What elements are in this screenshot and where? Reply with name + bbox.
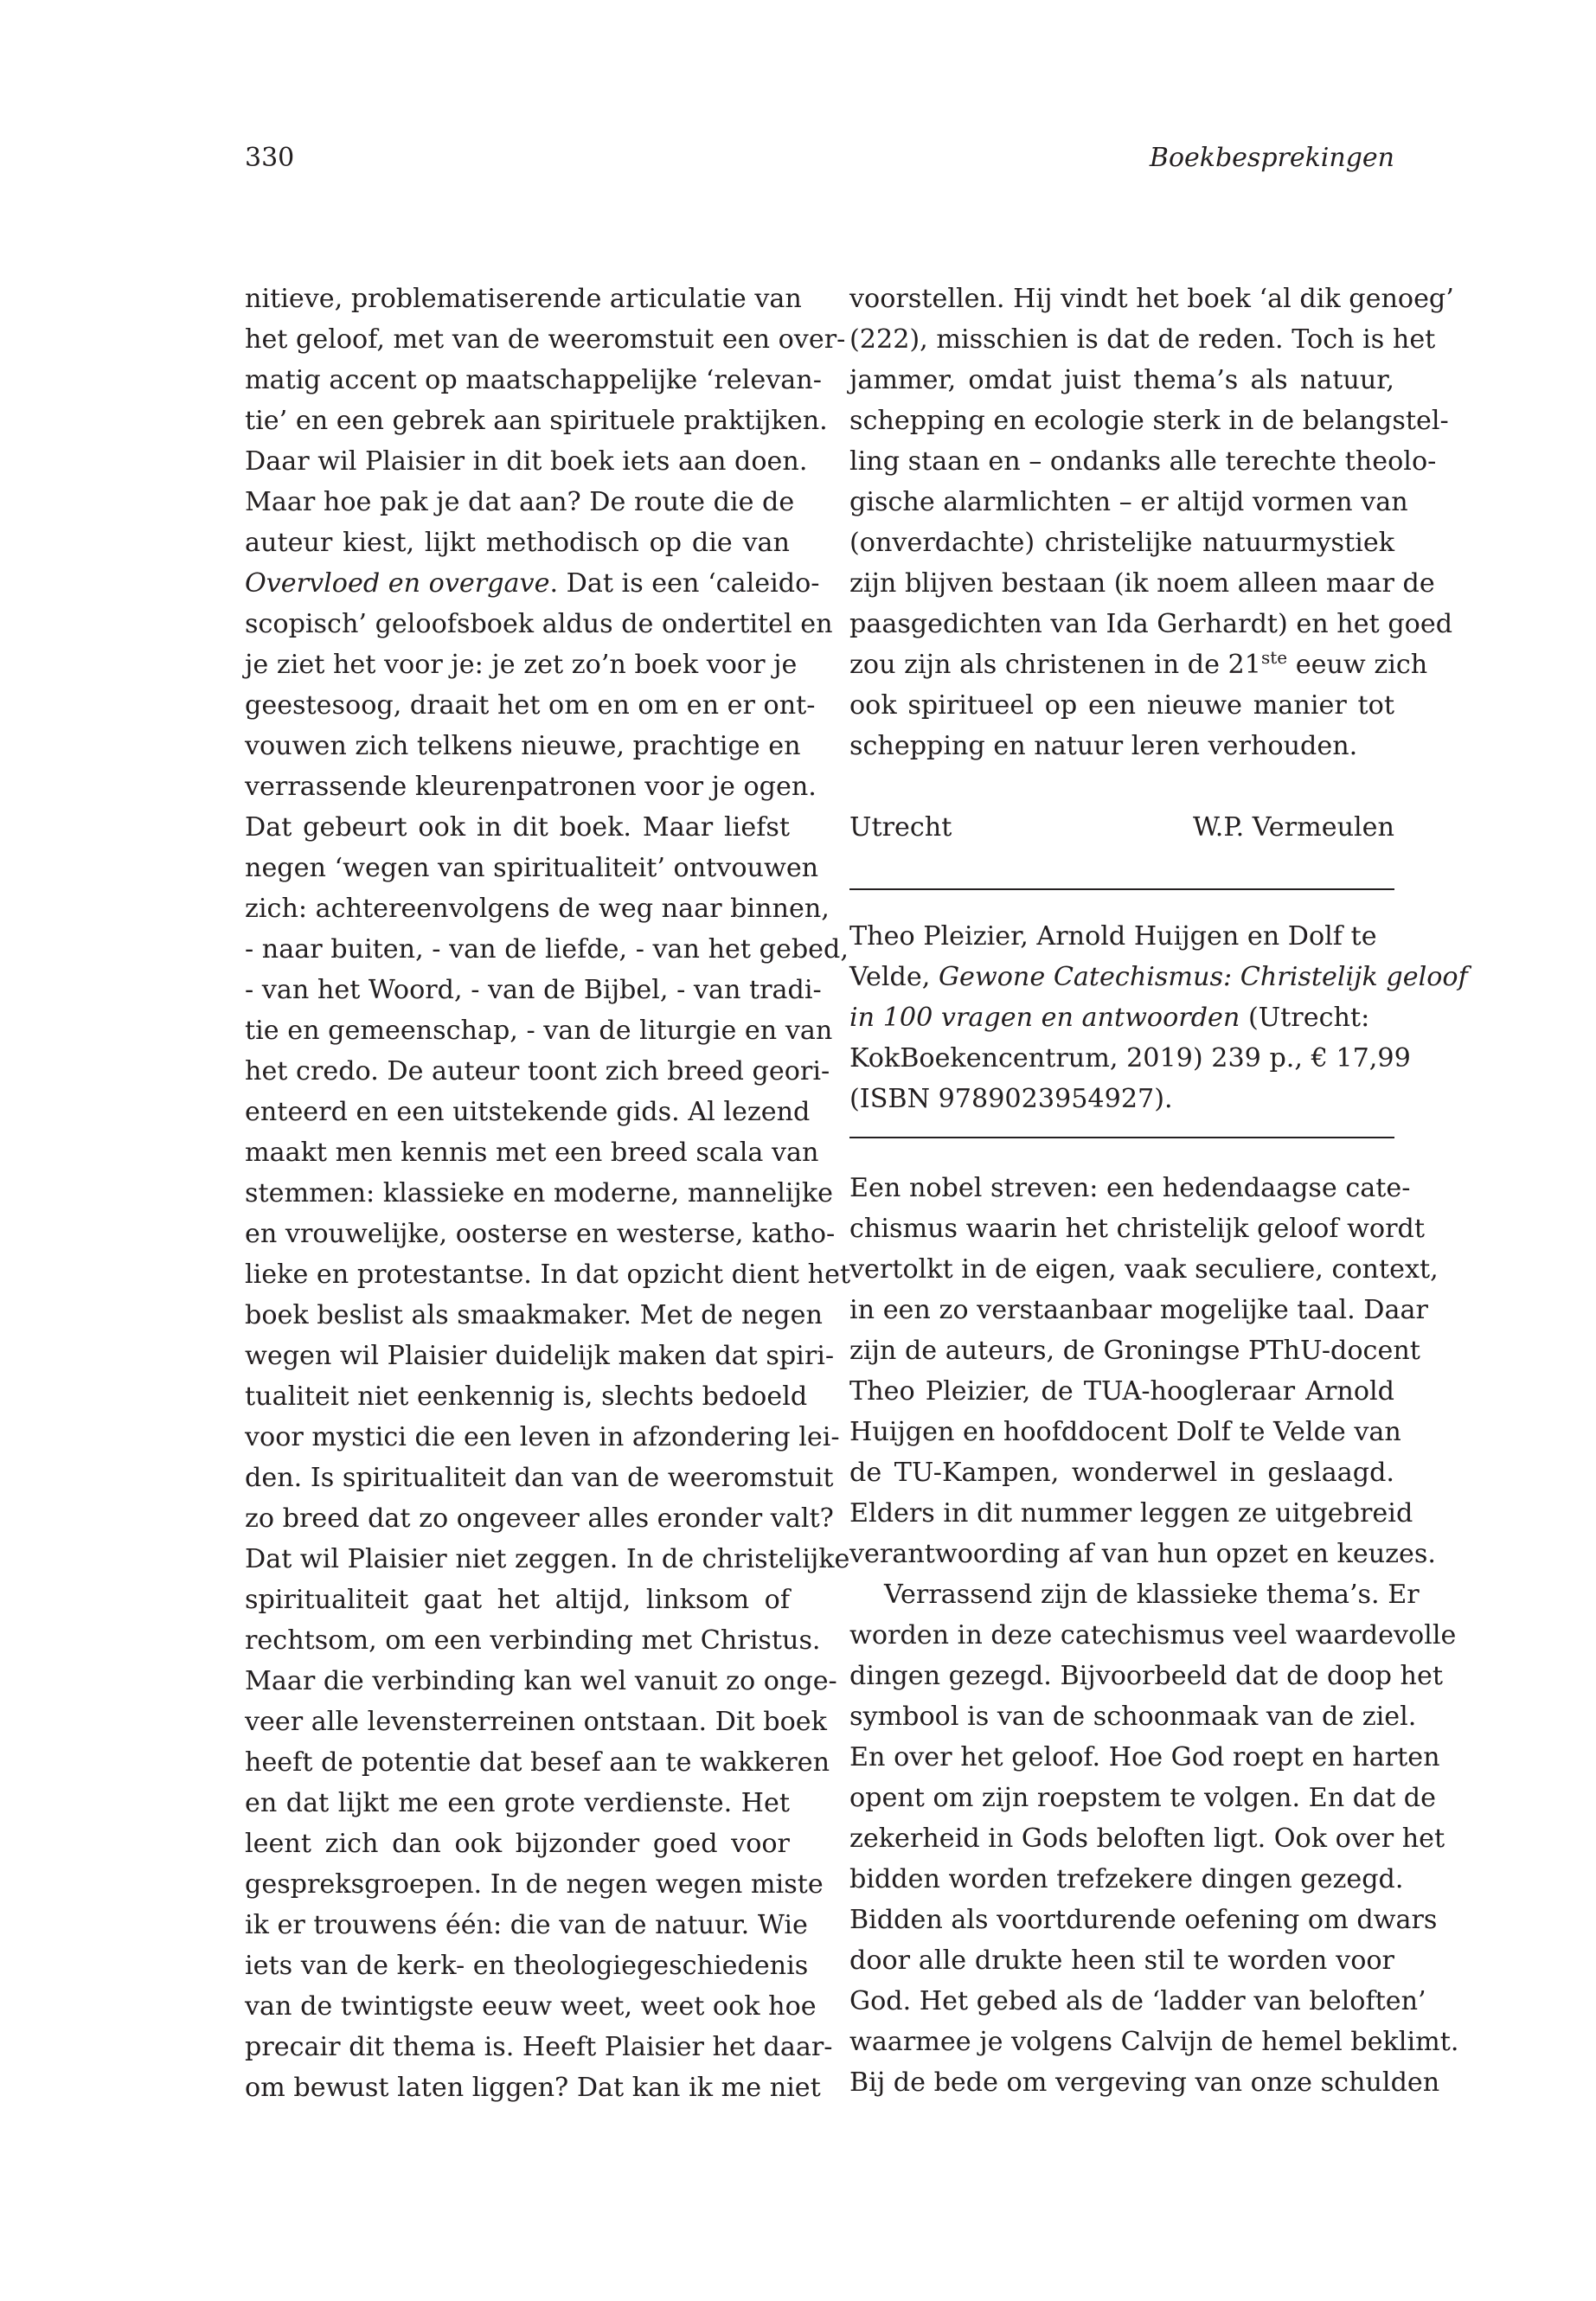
ordinal-superscript: ste — [1260, 646, 1288, 668]
text-line: in een zo verstaanbaar mogelijke taal. Daar — [849, 1295, 1428, 1325]
text-line: Huijgen en hoofddocent Dolf te Velde van — [849, 1417, 1401, 1447]
citation-text: Velde, — [849, 962, 939, 992]
text-line: - van het Woord, - van de Bijbel, - van tradi- — [245, 975, 822, 1005]
text-line — [245, 563, 820, 604]
text-line: schepping en natuur leren verhouden. — [849, 731, 1358, 761]
text-line: zo breed dat zo ongeveer alles eronder valt? — [245, 1503, 834, 1534]
text-line: schepping en ecologie sterk in de belangstel- — [849, 406, 1449, 436]
signature-place: Utrecht — [849, 812, 952, 843]
text-line: rechtsom, om een verbinding met Christus. — [245, 1625, 821, 1656]
text-line: matig accent op maatschappelijke ‘relevan- — [245, 365, 822, 395]
text-line: en dat lijkt me een grote verdienste. Het — [245, 1788, 790, 1818]
text-line: bidden worden trefzekere dingen gezegd. — [849, 1864, 1404, 1894]
text-line: Bij de bede om vergeving van onze schulden — [849, 2067, 1440, 2098]
text-line — [849, 644, 1428, 685]
book-citation — [849, 916, 1468, 1119]
citation-line: KokBoekencentrum, 2019) 239 p., € 17,99 — [849, 1043, 1411, 1074]
text-line: Dat wil Plaisier niet zeggen. In de christelijke — [245, 1544, 850, 1574]
text-line: van de twintigste eeuw weet, weet ook hoe — [245, 1991, 817, 2022]
text-fragment: eeuw zich — [1287, 650, 1428, 680]
text-fragment: . Dat is een ‘caleido- — [549, 568, 820, 599]
text-line: gespreksgroepen. In de negen wegen miste — [245, 1869, 824, 1900]
text-line: boek beslist als smaakmaker. Met de negen — [245, 1300, 823, 1330]
text-line: Verrassend zijn de klassieke thema’s. Er — [884, 1580, 1420, 1610]
text-line: het credo. De auteur toont zich breed geori- — [245, 1056, 830, 1086]
text-line: Daar wil Plaisier in dit boek iets aan doen. — [245, 446, 808, 477]
text-line: dingen gezegd. Bijvoorbeeld dat de doop het — [849, 1661, 1443, 1691]
text-line: vertolkt in de eigen, vaak seculiere, context, — [849, 1254, 1439, 1285]
text-line: veer alle levensterreinen ontstaan. Dit boek — [245, 1707, 827, 1737]
signature-reviewer: W.P. Vermeulen — [1193, 812, 1394, 843]
text-line: Bidden als voortdurende oefening om dwars — [849, 1905, 1438, 1935]
text-line: je ziet het voor je: je zet zo’n boek voor je — [245, 650, 798, 680]
text-line: iets van de kerk- en theologiegeschiedenis — [245, 1951, 809, 1981]
text-line: om bewust laten liggen? Dat kan ik me niet — [245, 2073, 821, 2103]
text-line: zijn blijven bestaan (ik noem alleen maar de — [849, 568, 1435, 599]
text-line: verantwoording af van hun opzet en keuzes. — [849, 1539, 1437, 1569]
text-line: het geloof, met van de weeromstuit een over- — [245, 324, 846, 355]
citation-rule-top — [849, 888, 1394, 890]
citation-line — [849, 957, 1468, 997]
left-column — [245, 279, 851, 2108]
text-line: de TU-Kampen, wonderwel in geslaagd. — [849, 1458, 1394, 1488]
text-line: Maar hoe pak je dat aan? De route die de — [245, 487, 795, 517]
review-paragraph-2 — [849, 1574, 1459, 2103]
text-line: Dat gebeurt ook in dit boek. Maar liefst — [245, 812, 790, 843]
text-line: vouwen zich telkens nieuwe, prachtige en — [245, 731, 801, 761]
text-line: Theo Pleizier, de TUA-hoogleraar Arnold — [849, 1376, 1394, 1407]
text-line: gische alarmlichten – er altijd vormen van — [849, 487, 1408, 517]
text-line: - naar buiten, - van de liefde, - van het gebed, — [245, 934, 849, 965]
text-line: waarmee je volgens Calvijn de hemel beklimt. — [849, 2027, 1459, 2057]
text-line: Een nobel streven: een hedendaagse cate- — [849, 1173, 1411, 1203]
citation-line: Theo Pleizier, Arnold Huijgen en Dolf te — [849, 921, 1377, 952]
text-line: scopisch’ geloofsboek aldus de ondertitel en — [245, 609, 833, 639]
text-line: door alle drukte heen stil te worden voor — [849, 1945, 1394, 1976]
text-line: symbool is van de schoonmaak van de ziel. — [849, 1702, 1417, 1732]
text-line: En over het geloof. Hoe God roept en harten — [849, 1742, 1440, 1772]
text-line: tie’ en een gebrek aan spirituele praktijken. — [245, 406, 828, 436]
text-line: nitieve, problematiserende articulatie van — [245, 284, 802, 314]
text-line: wegen wil Plaisier duidelijk maken dat spiri- — [245, 1341, 835, 1371]
page-number: 330 — [245, 143, 295, 173]
review-signature — [849, 807, 1394, 848]
citation-line — [849, 997, 1394, 1038]
text-line: en vrouwelijke, oosterse en westerse, katho- — [245, 1219, 836, 1249]
text-line: chismus waarin het christelijk geloof wordt — [849, 1214, 1425, 1244]
text-line: negen ‘wegen van spiritualiteit’ ontvouwen — [245, 853, 819, 883]
citation-book-title: Gewone Catechismus: Christelijk geloof — [938, 962, 1468, 992]
text-line: (onverdachte) christelijke natuurmystiek — [849, 528, 1394, 558]
book-title-reference: Overvloed en overgave — [245, 568, 550, 599]
review-paragraph-1 — [849, 1168, 1439, 1574]
citation-text: (Utrecht: — [1240, 1003, 1370, 1033]
text-line: precair dit thema is. Heeft Plaisier het daar- — [245, 2032, 833, 2062]
text-line: ik er trouwens één: die van de natuur. Wie — [245, 1910, 808, 1940]
text-line: jammer, omdat juist thema’s als natuur, — [849, 365, 1394, 395]
citation-line: (ISBN 9789023954927). — [849, 1084, 1173, 1114]
text-line: zich: achtereenvolgens de weg naar binnen, — [245, 894, 830, 924]
text-line: stemmen: klassieke en moderne, mannelijke — [245, 1178, 834, 1208]
text-line: voor mystici die een leven in afzondering lei- — [245, 1422, 840, 1452]
text-line: zijn de auteurs, de Groningse PThU-docent — [849, 1336, 1420, 1366]
text-fragment: zou zijn als christenen in de 21 — [849, 650, 1261, 680]
running-head — [245, 143, 1394, 173]
text-line: spiritualiteit gaat het altijd, linksom of — [245, 1585, 790, 1615]
text-line: zekerheid in Gods beloften ligt. Ook over het — [849, 1823, 1445, 1854]
text-line: voorstellen. Hij vindt het boek ‘al dik genoeg’ — [849, 284, 1454, 314]
text-line: ook spiritueel op een nieuwe manier tot — [849, 690, 1394, 721]
text-line: den. Is spiritualiteit dan van de weeromstuit — [245, 1463, 834, 1493]
right-column — [849, 279, 1468, 2103]
text-line: opent om zijn roepstem te volgen. En dat de — [849, 1783, 1436, 1813]
text-line: tualiteit niet eenkennig is, slechts bedoeld — [245, 1381, 808, 1412]
text-line: ling staan en – ondanks alle terechte theolo- — [849, 446, 1437, 477]
section-title: Boekbesprekingen — [1149, 143, 1394, 173]
text-line: leent zich dan ook bijzonder goed voor — [245, 1829, 790, 1859]
citation-rule-bottom — [849, 1137, 1394, 1138]
text-line: enteerd en een uitstekende gids. Al lezend — [245, 1097, 811, 1127]
text-line: geestesoog, draait het om en om en er ont- — [245, 690, 816, 721]
text-line: lieke en protestantse. In dat opzicht dient het — [245, 1259, 851, 1290]
text-line: maakt men kennis met een breed scala van — [245, 1138, 819, 1168]
text-line: Elders in dit nummer leggen ze uitgebreid — [849, 1498, 1413, 1529]
review-conclusion — [849, 279, 1454, 766]
text-line: paasgedichten van Ida Gerhardt) en het goed — [849, 609, 1453, 639]
text-line: tie en gemeenschap, - van de liturgie en van — [245, 1016, 833, 1046]
text-line: (222), misschien is dat de reden. Toch is het — [849, 324, 1436, 355]
text-line: auteur kiest, lijkt methodisch op die van — [245, 528, 790, 558]
citation-book-subtitle: in 100 vragen en antwoorden — [849, 1003, 1240, 1033]
text-line: heeft de potentie dat besef aan te wakkeren — [245, 1747, 830, 1778]
text-line: Maar die verbinding kan wel vanuit zo onge- — [245, 1666, 837, 1696]
text-line: God. Het gebed als de ‘ladder van beloften’ — [849, 1986, 1426, 2016]
text-line: verrassende kleurenpatronen voor je ogen. — [245, 772, 817, 802]
text-line: worden in deze catechismus veel waardevolle — [849, 1620, 1457, 1650]
